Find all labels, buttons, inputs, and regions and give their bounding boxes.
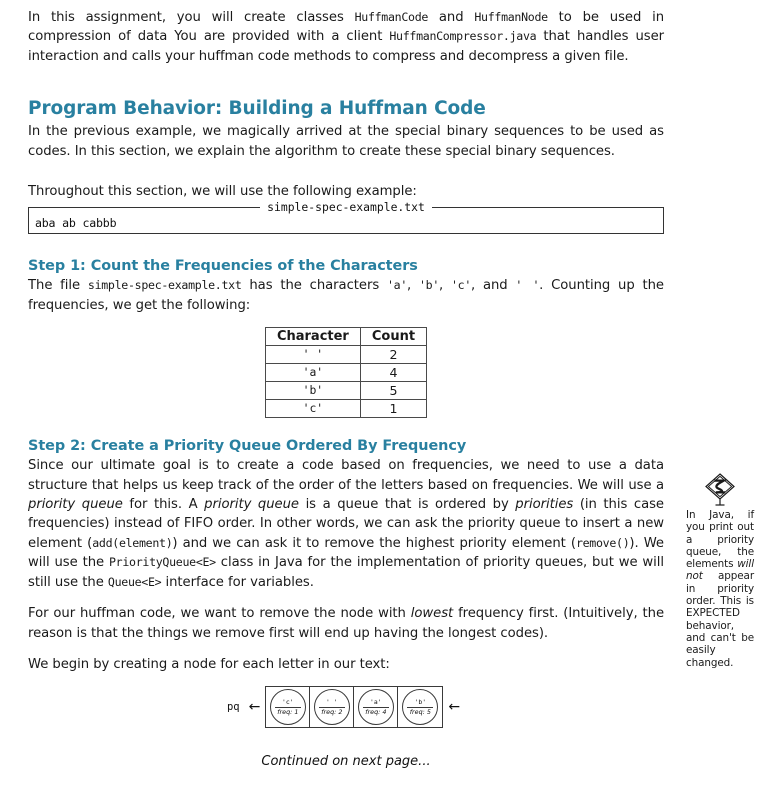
s2p1-t6: ). We will use the	[28, 535, 664, 571]
step1-char-a: 'a'	[386, 278, 407, 293]
pq-cell	[398, 687, 442, 727]
s2p2-i1: lowest	[410, 606, 454, 622]
frequency-table-head	[265, 328, 426, 346]
node-character: 'a'	[370, 698, 382, 707]
cell-character: 'a'	[265, 364, 360, 382]
intro-text-4: that handles user interaction and calls your huffman code methods to compress and decompress a given file.	[28, 29, 665, 64]
node-character: 'b'	[414, 698, 427, 707]
s2p1-t8: interface for variables.	[161, 574, 314, 590]
s2p1-t3: is a queue that is ordered by	[298, 497, 516, 513]
table-row	[265, 400, 426, 418]
margin-text-italic: will not	[686, 558, 754, 583]
intro-paragraph	[28, 8, 664, 66]
pq-cell	[354, 687, 398, 727]
frequency-table-wrapper	[28, 327, 664, 418]
s2p1-t2: for this. A	[122, 497, 205, 513]
step1-sep-1: ,	[407, 278, 419, 294]
s2p1-t1: Since our ultimate goal is to create a code based on frequencies, we need to use a data structure that helps us keep track of the order of the letters based on frequencies. We will use a	[28, 458, 664, 493]
spacer	[28, 238, 664, 258]
cell-count: 4	[360, 364, 426, 382]
node-character: 'c'	[282, 698, 294, 707]
step-2-heading: Step 2: Create a Priority Queue Ordered By Frequency	[28, 438, 467, 455]
margin-note	[686, 472, 754, 669]
intro-text-3: to be used in compression of data You are provided with a client	[28, 10, 664, 45]
s2p1-i2: priority queue	[204, 497, 299, 513]
pq-cell	[310, 687, 354, 727]
step1-text-2: has the characters	[241, 278, 387, 294]
code-queue-interface: Queue<E>	[107, 574, 162, 589]
continued-footer: Continued on next page...	[261, 754, 431, 770]
example-lead-in: Throughout this section, we will use the following example:	[28, 184, 417, 200]
pq-label: pq	[226, 701, 240, 714]
listing-box	[28, 207, 664, 234]
spacer	[28, 424, 664, 438]
dangerous-bend-sign-icon	[703, 472, 737, 506]
main-column	[28, 8, 664, 769]
code-huffmancode: HuffmanCode	[354, 10, 429, 24]
code-priorityqueue: PriorityQueue<E>	[108, 555, 216, 570]
cell-count: 5	[360, 382, 426, 400]
spacer	[28, 173, 664, 182]
table-row	[265, 364, 426, 382]
node-frequency: freq: 5	[409, 708, 431, 717]
step-2-paragraph-2	[28, 604, 664, 643]
node-frequency: freq: 1	[277, 708, 299, 717]
s2p1-i3: priorities	[515, 497, 574, 513]
section-intro-paragraph: In the previous example, we magically arrived at the special binary sequences to be used as codes. In this section, we explain the algorithm to create these special binary sequences.	[28, 124, 664, 159]
pq-cells	[265, 686, 443, 728]
pq-right-arrow-icon: ←	[448, 699, 461, 716]
cell-count: 1	[360, 400, 426, 418]
step-1-heading: Step 1: Count the Frequencies of the Characters	[28, 258, 418, 275]
margin-note-text	[686, 509, 754, 669]
s2p2-t2: frequency first. (Intuitively, the reason is that the things we remove first will end up having the longest codes).	[28, 606, 665, 641]
huffman-node	[358, 689, 394, 725]
huffman-node	[402, 689, 438, 725]
cell-character: 'b'	[265, 382, 360, 400]
s2p1-t5: ) and we can ask it to remove the highest priority element (	[172, 535, 576, 551]
intro-text-2: and	[428, 10, 475, 25]
cell-character: 'c'	[265, 400, 360, 418]
cell-count: 2	[360, 346, 426, 364]
step1-text-3: . Counting up the frequencies, we get the following:	[28, 278, 664, 313]
node-frequency: freq: 4	[365, 708, 387, 717]
table-row	[265, 382, 426, 400]
frequency-table-body	[265, 346, 426, 418]
step-1-paragraph	[28, 276, 664, 315]
step1-char-b: 'b'	[418, 278, 439, 293]
code-add-element: add(element)	[92, 535, 173, 550]
priority-queue-figure	[28, 686, 664, 728]
margin-text-2: appear in priority order. This is EXPECTED behavior, and can't be easily changed.	[686, 570, 754, 669]
s2p1-t4: (in this case frequencies) instead of FIFO order. In other words, we can ask the priority queue to insert a new element (	[28, 497, 664, 551]
s2p1-t7: class in Java for the implementation of priority queues, but we will still use the	[28, 555, 664, 590]
listing-code-line: aba ab cabbb	[35, 216, 117, 231]
step1-sep-3: , and	[471, 278, 516, 294]
step1-sep-2: ,	[439, 278, 451, 294]
cell-character: ' '	[265, 346, 360, 364]
section-heading-program-behavior: Program Behavior: Building a Huffman Code	[28, 98, 486, 120]
table-row	[265, 346, 426, 364]
step1-char-c: 'c'	[450, 278, 471, 293]
pq-cell	[266, 687, 310, 727]
listing-file-name: simple-spec-example.txt	[260, 200, 432, 214]
s2p1-i1: priority queue	[28, 497, 123, 513]
intro-text-1: In this assignment, you will create classes	[28, 10, 355, 25]
code-huffmancompressor: HuffmanCompressor.java	[389, 29, 537, 44]
s2p2-t1: For our huffman code, we want to remove the node with	[28, 606, 411, 622]
code-remove: remove()	[575, 535, 630, 550]
step1-text-1: The file	[28, 278, 88, 294]
step-2-paragraph-3: We begin by creating a node for each letter in our text:	[28, 656, 390, 672]
column-header-count: Count	[360, 328, 426, 346]
column-header-character: Character	[265, 328, 360, 346]
margin-text-1: In Java, if you print out a priority queue, the elements	[686, 509, 754, 571]
node-character: ' '	[326, 698, 338, 707]
step1-char-space: ' '	[515, 278, 540, 293]
step-2-paragraph-1	[28, 456, 664, 592]
code-listing	[28, 200, 664, 234]
table-header-row	[265, 328, 426, 346]
pq-left-arrow-icon: ←	[248, 699, 261, 716]
spacer	[28, 78, 664, 98]
huffman-node	[270, 689, 306, 725]
huffman-node	[314, 689, 350, 725]
code-huffmannode: HuffmanNode	[474, 10, 548, 24]
step1-file-name: simple-spec-example.txt	[87, 278, 242, 293]
node-frequency: freq: 2	[321, 708, 343, 717]
frequency-table	[265, 327, 427, 418]
